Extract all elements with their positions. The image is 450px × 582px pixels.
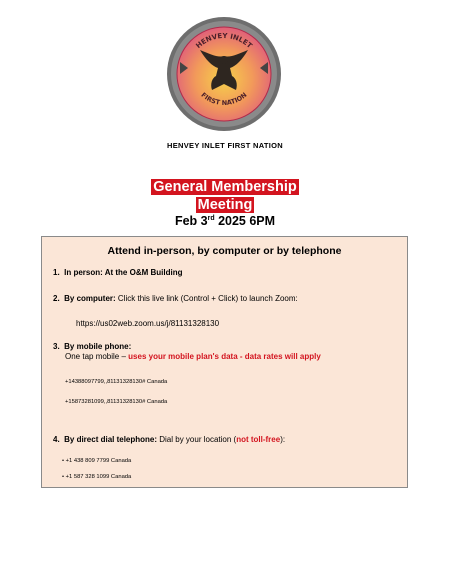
item-label: In person: At the O&M Building [64,268,183,277]
title-line-2: Meeting [197,197,253,213]
item-mobile [53,341,131,352]
one-tap-text: One tap mobile – [65,352,129,361]
logo-top-text: HENVEY INLET [194,31,254,51]
dial-number-1-text: +1 438 809 7799 Canada [65,458,132,464]
one-tap-mobile-line [65,352,321,361]
item-text-end: ): [280,435,286,444]
item-text: Dial by your location ( [157,435,237,444]
mobile-number-2[interactable]: +15873281099,,81131328130# Canada [65,399,168,405]
organization-name: HENVEY INLET FIRST NATION [167,141,283,150]
attendance-box [41,236,408,488]
item-label: By computer: [64,294,116,303]
item-number: 4. [53,435,60,444]
not-toll-free: not toll-free [236,435,281,444]
date-prefix: Feb 3 [174,214,208,228]
mobile-number-1[interactable]: +14388097799,,81131328130# Canada [65,379,168,385]
item-label: By direct dial telephone: [64,435,158,444]
logo-bottom-text: FIRST NATION [199,90,249,107]
item-number: 1. [53,268,60,277]
zoom-link[interactable]: https://us02web.zoom.us/j/81131328130 [76,319,220,328]
henvey-inlet-logo [166,16,282,132]
item-label: By mobile phone: [64,342,132,351]
meeting-title [0,178,450,214]
item-number: 2. [53,294,60,303]
dial-number-2-text: +1 587 328 1099 Canada [65,474,132,480]
item-number: 3. [53,342,60,351]
date-suffix: 2025 6PM [214,214,276,228]
dial-number-2[interactable]: • +1 587 328 1099 Canada [62,474,132,480]
item-in-person [53,267,182,278]
item-direct-dial [53,434,285,445]
item-computer [53,293,298,304]
title-line-1: General Membership [153,179,297,195]
data-rates-warning: uses your mobile plan's data - data rates will apply [128,352,321,361]
meeting-date [0,214,450,228]
date-suffix-sup: rd [207,214,215,222]
dial-number-1[interactable]: • +1 438 809 7799 Canada [62,458,132,464]
attendance-heading: Attend in-person, by computer or by telephone [107,245,342,257]
item-text: Click this live link (Control + Click) to launch Zoom: [115,294,298,303]
